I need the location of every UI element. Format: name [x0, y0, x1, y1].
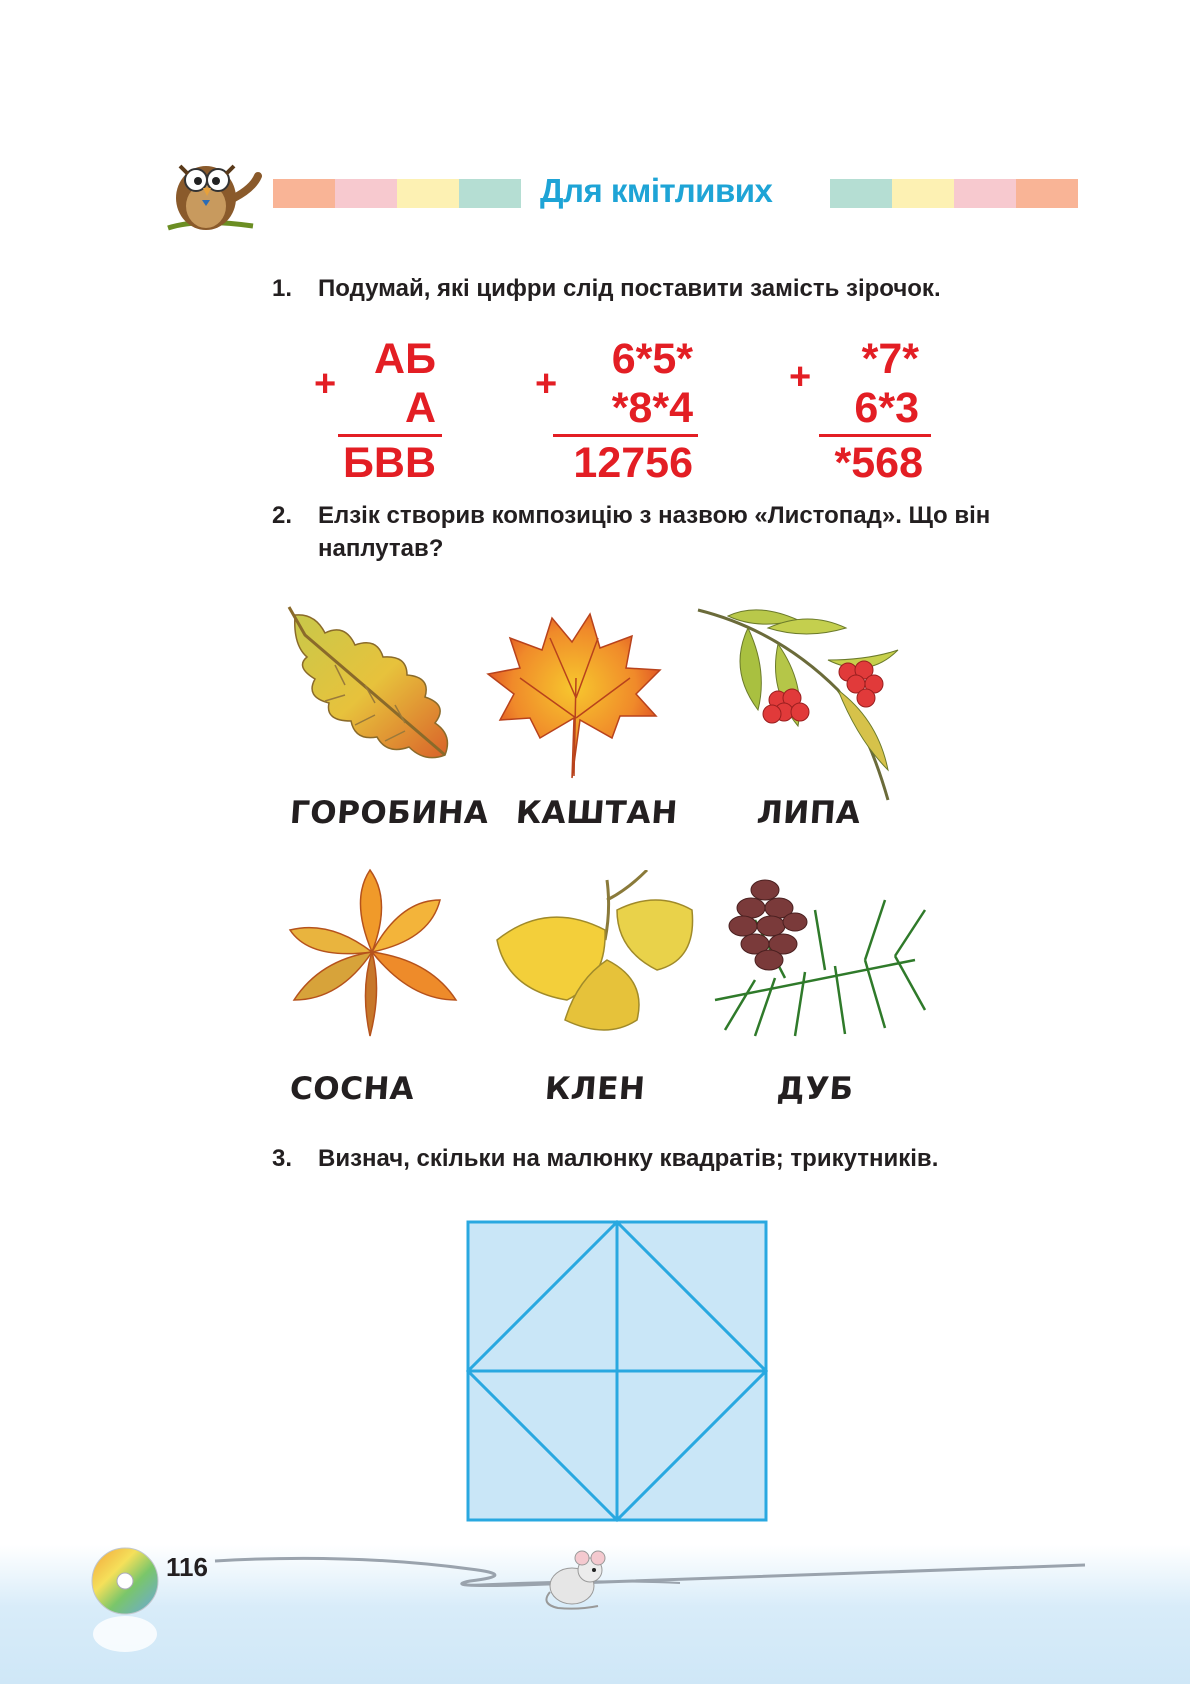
task-number: 1.: [272, 275, 293, 302]
header-stripe: [397, 179, 459, 208]
leaf-label: ДУБ: [775, 1071, 855, 1107]
addend-bottom: А: [404, 384, 436, 432]
addition-puzzle: [787, 330, 937, 490]
addend-top: 6*5*: [611, 335, 693, 383]
sum-line: [338, 434, 442, 437]
plus-sign: +: [314, 363, 337, 405]
header-stripe: [335, 179, 397, 208]
addend-top: АБ: [374, 335, 436, 383]
task-text: Елзік створив композицію з назвою «Листопад». Що він: [318, 502, 991, 529]
header-stripe: [830, 179, 892, 208]
linden-leaves-icon: [487, 870, 702, 1045]
leaf-label: СОСНА: [288, 1071, 416, 1107]
rowan-branch-icon: [688, 600, 918, 810]
sum-result: БВВ: [342, 439, 436, 487]
task-text: Визнач, скільки на малюнку квадратів; трикутників.: [318, 1145, 939, 1172]
sum-line: [553, 434, 698, 437]
sum-result: 12756: [573, 439, 693, 487]
header-stripe: [892, 179, 954, 208]
leaf-label: КАШТАН: [514, 795, 679, 831]
chestnut-leaf-icon: [280, 860, 465, 1040]
addition-puzzle: [310, 330, 450, 490]
pine-branch-icon: [695, 860, 935, 1050]
task-number: 2.: [272, 502, 293, 529]
leaf-label: КЛЕН: [543, 1071, 647, 1107]
maple-leaf-icon: [480, 608, 670, 788]
addition-puzzle: [533, 330, 703, 490]
plus-sign: +: [535, 363, 558, 405]
addend-top: *7*: [861, 335, 919, 383]
addend-bottom: 6*3: [854, 384, 919, 432]
header-stripe: [1016, 179, 1078, 208]
leaf-label: ГОРОБИНА: [288, 795, 490, 831]
owl-mascot-icon: [158, 148, 268, 238]
sum-result: *568: [834, 439, 923, 487]
leaf-label: ЛИПА: [755, 795, 862, 831]
page-number: 116: [166, 1552, 208, 1582]
plus-sign: +: [789, 356, 812, 398]
squares-triangles-figure: [466, 1220, 772, 1526]
task-text: наплутав?: [318, 535, 444, 562]
mouse-icon: [538, 1548, 618, 1610]
task-number: 3.: [272, 1145, 293, 1172]
sum-line: [819, 434, 931, 437]
header-stripe: [954, 179, 1016, 208]
header-stripe: [459, 179, 521, 208]
cd-reflection-icon: [92, 1616, 158, 1656]
header-stripe: [273, 179, 335, 208]
oak-leaf-icon: [285, 605, 465, 785]
cd-disc-icon: [90, 1546, 160, 1616]
section-title: Для кмітливих: [540, 172, 773, 209]
task-text: Подумай, які цифри слід поставити замість зірочок.: [318, 275, 941, 302]
addend-bottom: *8*4: [611, 384, 693, 432]
